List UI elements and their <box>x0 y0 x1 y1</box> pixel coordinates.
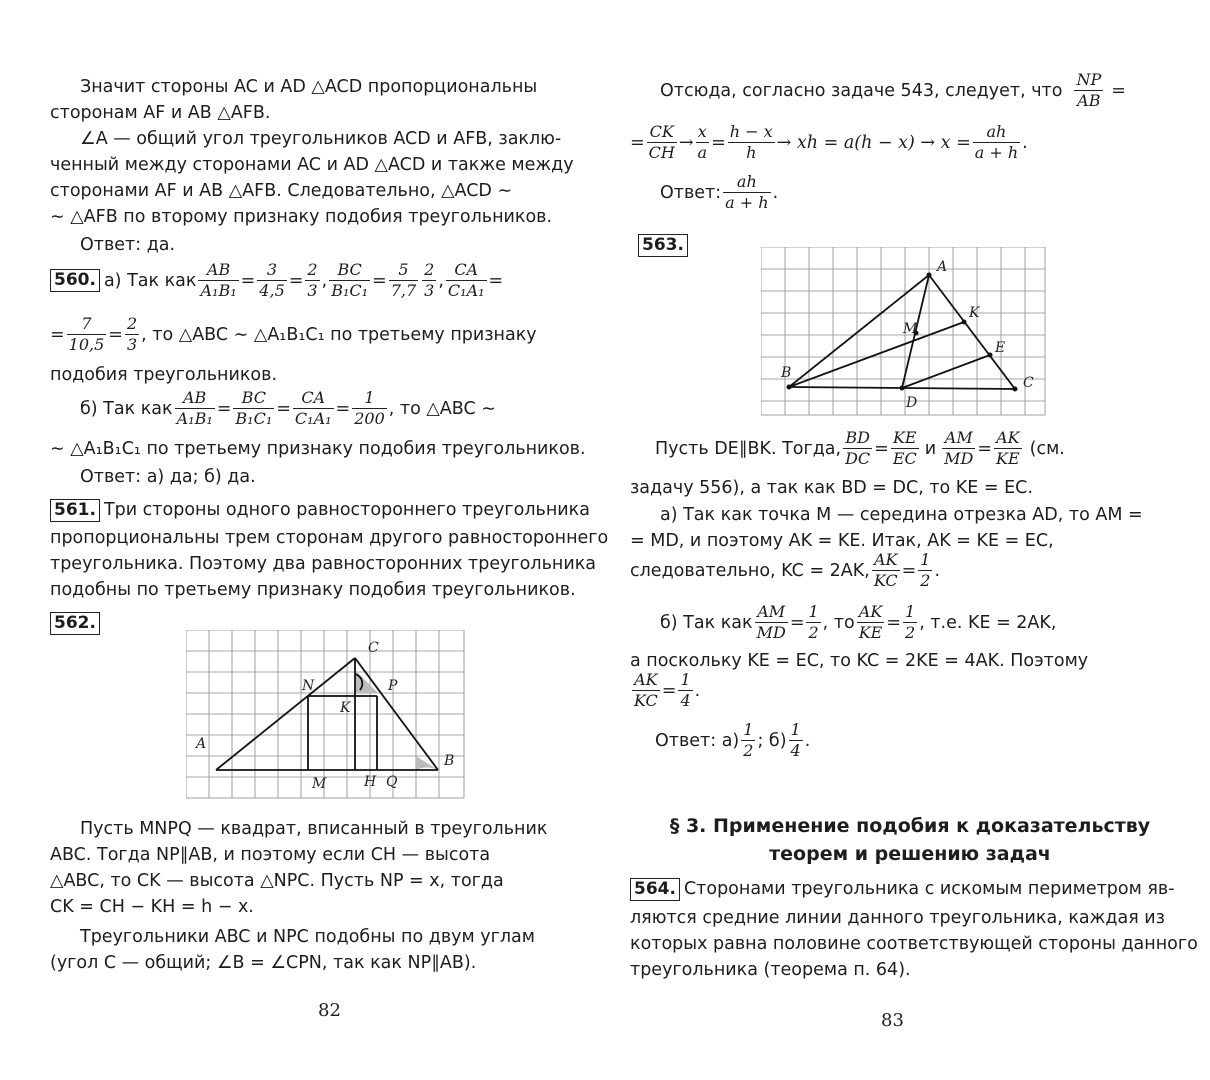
label-N: N <box>302 678 315 694</box>
p561-line-3: треугольника. Поэтому два равносторонних треугольника <box>50 554 596 574</box>
p563-line-1: Пусть DE∥BK. Тогда, $\frac{BD}{DC}$ = $\frac{KE}{EC}$ и $\frac{AM}{MD}$ = $\frac{AK}{KE}$ (см. <box>655 428 1065 468</box>
top-line-2: = $\frac{CK}{CH}$ → $\frac{x}{a}$ = $\frac{h - x}{h}$ → xh = a(h − x) → x = $\frac{ah}{a + h}$ . <box>630 122 1028 162</box>
p562-line-5: Треугольники ABC и NPC подобны по двум углам <box>80 927 535 947</box>
intro-line-6: ∼ △AFB по второму признаку подобия треугольников. <box>50 207 553 227</box>
intro-line-2: сторонам AF и AB △AFB. <box>50 103 271 123</box>
right-page <box>605 0 1210 1080</box>
p562-line-4: CK = CH − KH = h − x. <box>50 897 254 917</box>
p563-b-line-3: $\frac{AK}{KC}$ = $\frac{1}{4}$ . <box>634 670 701 710</box>
problem-number-560: 560. <box>50 269 100 292</box>
problem-number-563: 563. <box>638 234 688 257</box>
label-A: A <box>196 736 207 752</box>
p562-line-6: (угол C — общий; ∠B = ∠CPN, так как NP∥AB). <box>50 953 477 973</box>
intro-line-4: ченный между сторонами AC и AD △ACD и также между <box>50 155 574 175</box>
p561-line-4: подобны по третьему признаку подобия треугольников. <box>50 580 576 600</box>
problem-number-564: 564. <box>630 878 680 901</box>
p562-line-1: Пусть MNPQ — квадрат, вписанный в треугольник <box>80 819 548 839</box>
label-M: M <box>903 321 918 337</box>
p560-line-1: 560. а) Так как $\frac{AB}{\text{A₁B₁}}$ = $\frac{3}{4,5}$ = $\frac{2}{3}$ , $\frac{BC}{\text{B₁C₁}}$ = $\frac{5}{7,7}$ $\frac{2}{3}$ , $\frac{CA}{\text{C₁A₁}}$ = <box>50 260 503 301</box>
section-title-line-1: § 3. Применение подобия к доказательству <box>669 815 1151 837</box>
p563-answer: Ответ: а) $\frac{1}{2}$ ; б) $\frac{1}{4}$ . <box>655 720 811 760</box>
label-C: C <box>368 640 379 656</box>
p563-b-line-2: а поскольку KE = EC, то KC = 2KE = 4AK. Поэтому <box>630 651 1089 671</box>
label-P: P <box>388 678 398 694</box>
label-K: K <box>969 305 980 321</box>
segment-AC <box>929 275 1015 389</box>
problem-number-562: 562. <box>50 612 100 635</box>
p560-line-2: = $\frac{7}{10,5}$ = $\frac{2}{3}$ , то △ABC ∼ △A₁B₁C₁ по третьему признаку <box>50 314 537 354</box>
p560-line-3: подобия треугольников. <box>50 365 278 385</box>
top-line-1: Отсюда, согласно задаче 543, следует, что $\frac{NP}{AB}$ = <box>660 70 1126 110</box>
label-K: K <box>340 700 351 716</box>
label-B: B <box>444 753 455 769</box>
p561-line-2: пропорциональны трем сторонам другого равностороннего <box>50 528 609 548</box>
section-title-line-2: теорем и решению задач <box>769 843 1051 865</box>
p563-a-line-2: = MD, и поэтому AK = KE. Итак, AK = KE = EC, <box>630 531 1054 551</box>
label-H: H <box>364 774 377 790</box>
label-B: B <box>781 365 792 381</box>
label-Q: Q <box>386 774 398 790</box>
intro-line-5: сторонами AF и AB △AFB. Следовательно, △ACD ∼ <box>50 181 513 201</box>
problem-number-561: 561. <box>50 499 100 522</box>
page-number-83: 83 <box>881 1010 904 1031</box>
page-number-82: 82 <box>318 1000 341 1021</box>
p564-line-3: которых равна половине соответствующей стороны данного <box>630 934 1198 954</box>
label-M: M <box>312 776 327 792</box>
intro-answer: Ответ: да. <box>80 235 176 255</box>
p563-a-line-3: следовательно, KC = 2AK, $\frac{AK}{KC}$ = $\frac{1}{2}$ . <box>630 550 941 590</box>
p563-number-line <box>638 232 692 258</box>
p560-part-b-line-2: ∼ △A₁B₁C₁ по третьему признаку подобия треугольников. <box>50 439 586 459</box>
p563-a-line-1: а) Так как точка M — середина отрезка AD, то AM = <box>660 505 1143 525</box>
figure-562 <box>186 630 466 800</box>
intro-line-1: Значит стороны AC и AD △ACD пропорциональны <box>80 77 538 97</box>
angle-B-mark <box>416 756 438 770</box>
p560-answer: Ответ: а) да; б) да. <box>80 467 256 487</box>
p564-line-1: 564. Сторонами треугольника с искомым периметром яв- <box>630 876 1175 902</box>
p563-line-2: задачу 556), а так как BD = DC, то KE = EC. <box>630 478 1033 498</box>
label-C: C <box>1023 375 1034 391</box>
p560-part-b: б) Так как $\frac{AB}{\text{A₁B₁}}$ = $\frac{BC}{\text{B₁C₁}}$ = $\frac{CA}{\text{C₁A₁}}$ = $\frac{1}{200}$ , то △ABC ∼ <box>80 388 496 428</box>
p564-line-4: треугольника (теорема п. 64). <box>630 960 911 980</box>
label-D: D <box>906 395 918 411</box>
intro-line-3: ∠A — общий угол треугольников ACD и AFB, заклю- <box>80 129 562 149</box>
top-answer: Ответ: $\frac{ah}{a + h}$ . <box>660 172 779 212</box>
p562-line-3: △ABC, то CK — высота △NPC. Пусть NP = x, тогда <box>50 871 504 891</box>
p563-b-line-1: б) Так как $\frac{AM}{MD}$ = $\frac{1}{2}$ , то $\frac{AK}{KE}$ = $\frac{1}{2}$ , т.е. KE = 2AK, <box>660 602 1057 642</box>
p562-number-line <box>50 610 104 636</box>
p564-line-2: ляются средние линии данного треугольника, каждая из <box>630 908 1165 928</box>
figure-563 <box>761 247 1047 417</box>
p562-line-2: ABC. Тогда NP∥AB, и поэтому если CH — высота <box>50 845 491 865</box>
label-E: E <box>995 340 1006 356</box>
p561-line-1: 561. Три стороны одного равностороннего треугольника <box>50 497 590 523</box>
segment-BK <box>789 322 964 387</box>
label-A: A <box>937 259 948 275</box>
